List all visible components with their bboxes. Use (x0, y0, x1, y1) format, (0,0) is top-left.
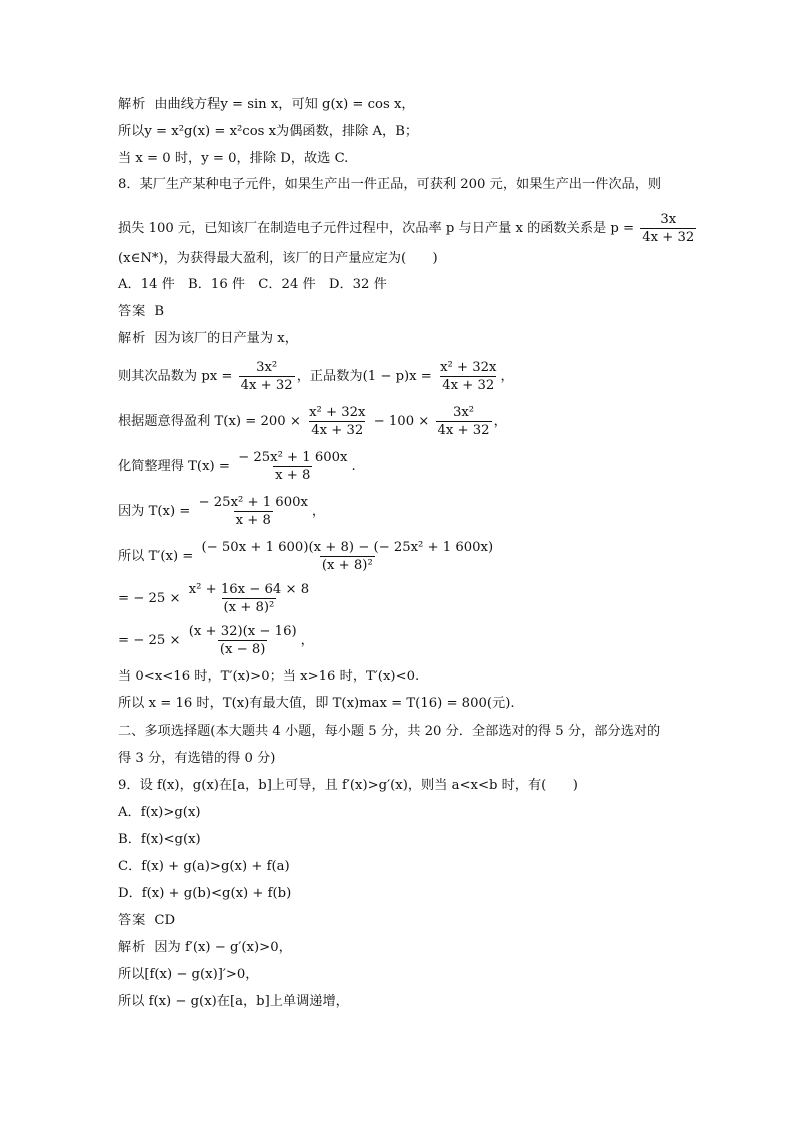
solution-line-3: 当 x = 0 时，y = 0，排除 D，故选 C. (118, 151, 349, 166)
solution-8-line-9: 当 0<x<16 时，T′(x)>0；当 x>16 时，T′(x)<0. (118, 669, 420, 684)
fraction-denominator: 4x + 32 (442, 378, 495, 393)
question-8-line-1: 8．某厂生产某种电子元件，如果生产出一件正品，可获利 200 元，如果生产出一件次品，则 (118, 177, 662, 192)
fraction-denominator: (x − 8) (219, 642, 266, 657)
fraction-numerator: − 25x² + 1 600x (238, 450, 348, 465)
question-8-options: A．14 件 B．16 件 C．24 件 D．32 件 (118, 277, 387, 292)
fraction-denominator: 4x + 32 (437, 423, 490, 438)
fraction-numerator: x² + 32x (309, 405, 366, 420)
solution-9-line-3: 所以 f(x) − g(x)在[a，b]上单调递增， (118, 994, 349, 1009)
fraction-numerator: 3x² (452, 405, 475, 420)
fraction-numerator: (− 50x + 1 600)(x + 8) − (− 25x² + 1 600x) (201, 540, 494, 555)
fraction-numerator: x² + 32x (440, 360, 497, 375)
fraction-numerator: − 25x² + 1 600x (198, 495, 308, 510)
question-9-option-b: B．f(x)<g(x) (118, 832, 201, 847)
fraction (239, 360, 295, 393)
question-8-line-2: 损失 100 元，已知该厂在制造电子元件过程中，次品率 p 与日产量 x 的函数关系是 p = $\frac{3x}{4x + 32}$ (118, 212, 695, 245)
fraction-numerator: 3x² (256, 360, 278, 375)
solution-8-line-5: 因为 T(x) = $\frac{\text{− 25x² + 1 600x}}{x + 8}$ ， (118, 495, 326, 528)
solution-line-2: 所以y = x²g(x) = x²cos x为偶函数，排除 A，B； (118, 124, 419, 139)
solution-8-line-1: 解析 因为该厂的日产量为 x， (118, 331, 298, 346)
fraction-denominator: (x + 8)² (223, 600, 275, 615)
question-8-line-3: (x∈N*)，为获得最大盈利，该厂的日产量应定为( ) (118, 251, 438, 266)
solution-8-line-8: = − 25 × $\frac{(x + 32)(x - 16)}{(x - 8)}$ ， (118, 624, 314, 657)
fraction (187, 624, 299, 657)
fraction (197, 495, 310, 528)
fraction-numerator: x² + 16x − 64 × 8 (188, 582, 310, 597)
answer-8: 答案 B (118, 304, 165, 319)
solution-9-line-2: 所以[f(x) − g(x)]′>0， (118, 967, 259, 982)
fraction (436, 405, 492, 438)
fraction-denominator: 4x + 32 (240, 378, 293, 393)
fraction-denominator: 4x + 32 (311, 423, 364, 438)
solution-9-line-1: 解析 因为 f′(x) − g′(x)>0， (118, 940, 292, 955)
question-9-option-c: C．f(x) + g(a)>g(x) + f(a) (118, 859, 290, 874)
solution-keyword: 解析 (118, 97, 147, 112)
solution-line-1: 解析 由曲线方程y = sin x，可知 g(x) = cos x， (118, 97, 415, 112)
solution-8-line-7: = − 25 × $\frac{\text{x² + 16x − 64 × 8}}{\text{(x + 8)²}}$ (118, 582, 310, 615)
fraction (200, 540, 496, 573)
fraction-denominator: x + 8 (235, 513, 271, 528)
section-2-heading-line-2: 得 3 分，有选错的得 0 分) (118, 751, 276, 766)
question-9-option-d: D．f(x) + g(b)<g(x) + f(b) (118, 886, 292, 901)
solution-8-line-3: 根据题意得盈利 T(x) = 200 × $\frac{\text{x² + 32x}}{4x + 32}$ − 100 × $\frac{\text{3x²}}{4x + 32}$ ， (118, 405, 507, 438)
solution-8-line-6: 所以 T′(x) = $\frac{\text{(− 50x + 1 600)(x + 8) − (− 25x² + 1 600x)}}{\text{(x + 8)²}}$ (118, 540, 494, 573)
fraction (236, 450, 349, 483)
fraction-denominator: (x + 8)² (321, 558, 373, 573)
fraction-denominator: x + 8 (275, 468, 311, 483)
solution-8-line-2: 则其次品数为 px = $\frac{\text{3x²}}{4x + 32}$ ，正品数为(1 − p)x = $\frac{\text{x² + 32x}}{4x + 32}$ ， (118, 360, 514, 393)
fraction-numerator: (x + 32)(x − 16) (188, 624, 297, 639)
fraction (187, 582, 311, 615)
fraction-denominator: 4x + 32 (642, 230, 695, 245)
section-2-heading-line-1: 二、多项选择题(本大题共 4 小题，每小题 5 分，共 20 分．全部选对的得 5 分，部分选对的 (118, 724, 661, 739)
solution-8-line-4: 化简整理得 T(x) = $\frac{\text{− 25x² + 1 600x}}{x + 8}$ . (118, 450, 356, 483)
answer-9: 答案 CD (118, 913, 176, 928)
solution-8-line-10: 所以 x = 16 时，T(x)有最大值，即 T(x)max = T(16) = 800(元). (118, 696, 515, 711)
question-9-option-a: A．f(x)>g(x) (118, 805, 201, 820)
question-9-stem: 9．设 f(x)，g(x)在[a，b]上可导，且 f′(x)>g′(x)，则当 a<x<b 时，有( ) (118, 778, 578, 793)
fraction-numerator: 3x (660, 212, 677, 227)
fraction (640, 212, 696, 245)
fraction (307, 405, 367, 438)
fraction (438, 360, 498, 393)
